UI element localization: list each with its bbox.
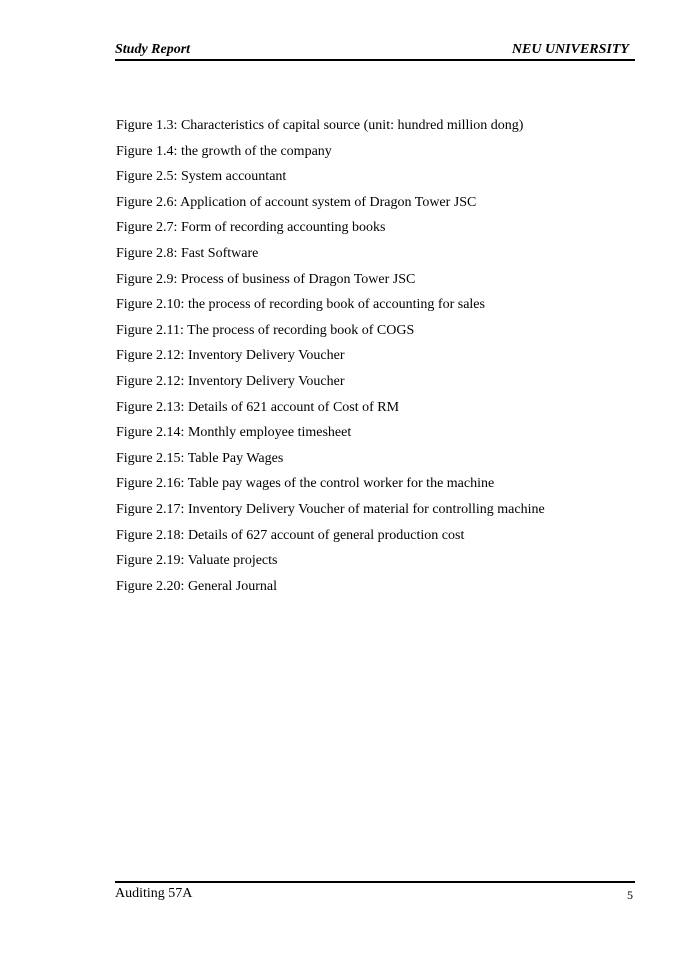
list-item: Figure 2.12: Inventory Delivery Voucher bbox=[116, 373, 345, 389]
list-item: Figure 2.11: The process of recording book of COGS bbox=[116, 322, 415, 338]
list-item: Figure 2.15: Table Pay Wages bbox=[116, 450, 284, 466]
list-item: Figure 2.13: Details of 621 account of Cost of RM bbox=[116, 399, 400, 415]
header-report-title: Study Report bbox=[115, 42, 191, 57]
page-number: 5 bbox=[627, 888, 633, 902]
list-item: Figure 2.18: Details of 627 account of general production cost bbox=[116, 527, 465, 543]
list-item: Figure 2.10: the process of recording book of accounting for sales bbox=[116, 297, 485, 313]
list-item: Figure 2.20: General Journal bbox=[116, 578, 277, 594]
list-item: Figure 2.9: Process of business of Dragon Tower JSC bbox=[116, 271, 416, 287]
list-item: Figure 2.16: Table pay wages of the control worker for the machine bbox=[116, 476, 495, 492]
list-item: Figure 1.4: the growth of the company bbox=[116, 143, 332, 159]
figure-list bbox=[116, 113, 636, 599]
list-item: Figure 2.8: Fast Software bbox=[116, 245, 259, 261]
list-item: Figure 2.5: System accountant bbox=[116, 169, 287, 185]
page-header bbox=[115, 41, 635, 61]
list-item: Figure 2.7: Form of recording accounting books bbox=[116, 220, 386, 236]
list-item: Figure 2.14: Monthly employee timesheet bbox=[116, 425, 352, 441]
list-item: Figure 2.19: Valuate projects bbox=[116, 553, 278, 569]
list-item: Figure 1.3: Characteristics of capital source (unit: hundred million dong) bbox=[116, 118, 524, 133]
page-footer bbox=[115, 881, 635, 905]
list-item: Figure 2.17: Inventory Delivery Voucher of material for controlling machine bbox=[116, 501, 545, 517]
list-item: Figure 2.12: Inventory Delivery Voucher bbox=[116, 348, 345, 364]
list-item: Figure 2.6: Application of account system of Dragon Tower JSC bbox=[116, 194, 477, 210]
footer-class-label: Auditing 57A bbox=[115, 886, 193, 901]
header-university: NEU UNIVERSITY bbox=[511, 42, 629, 57]
